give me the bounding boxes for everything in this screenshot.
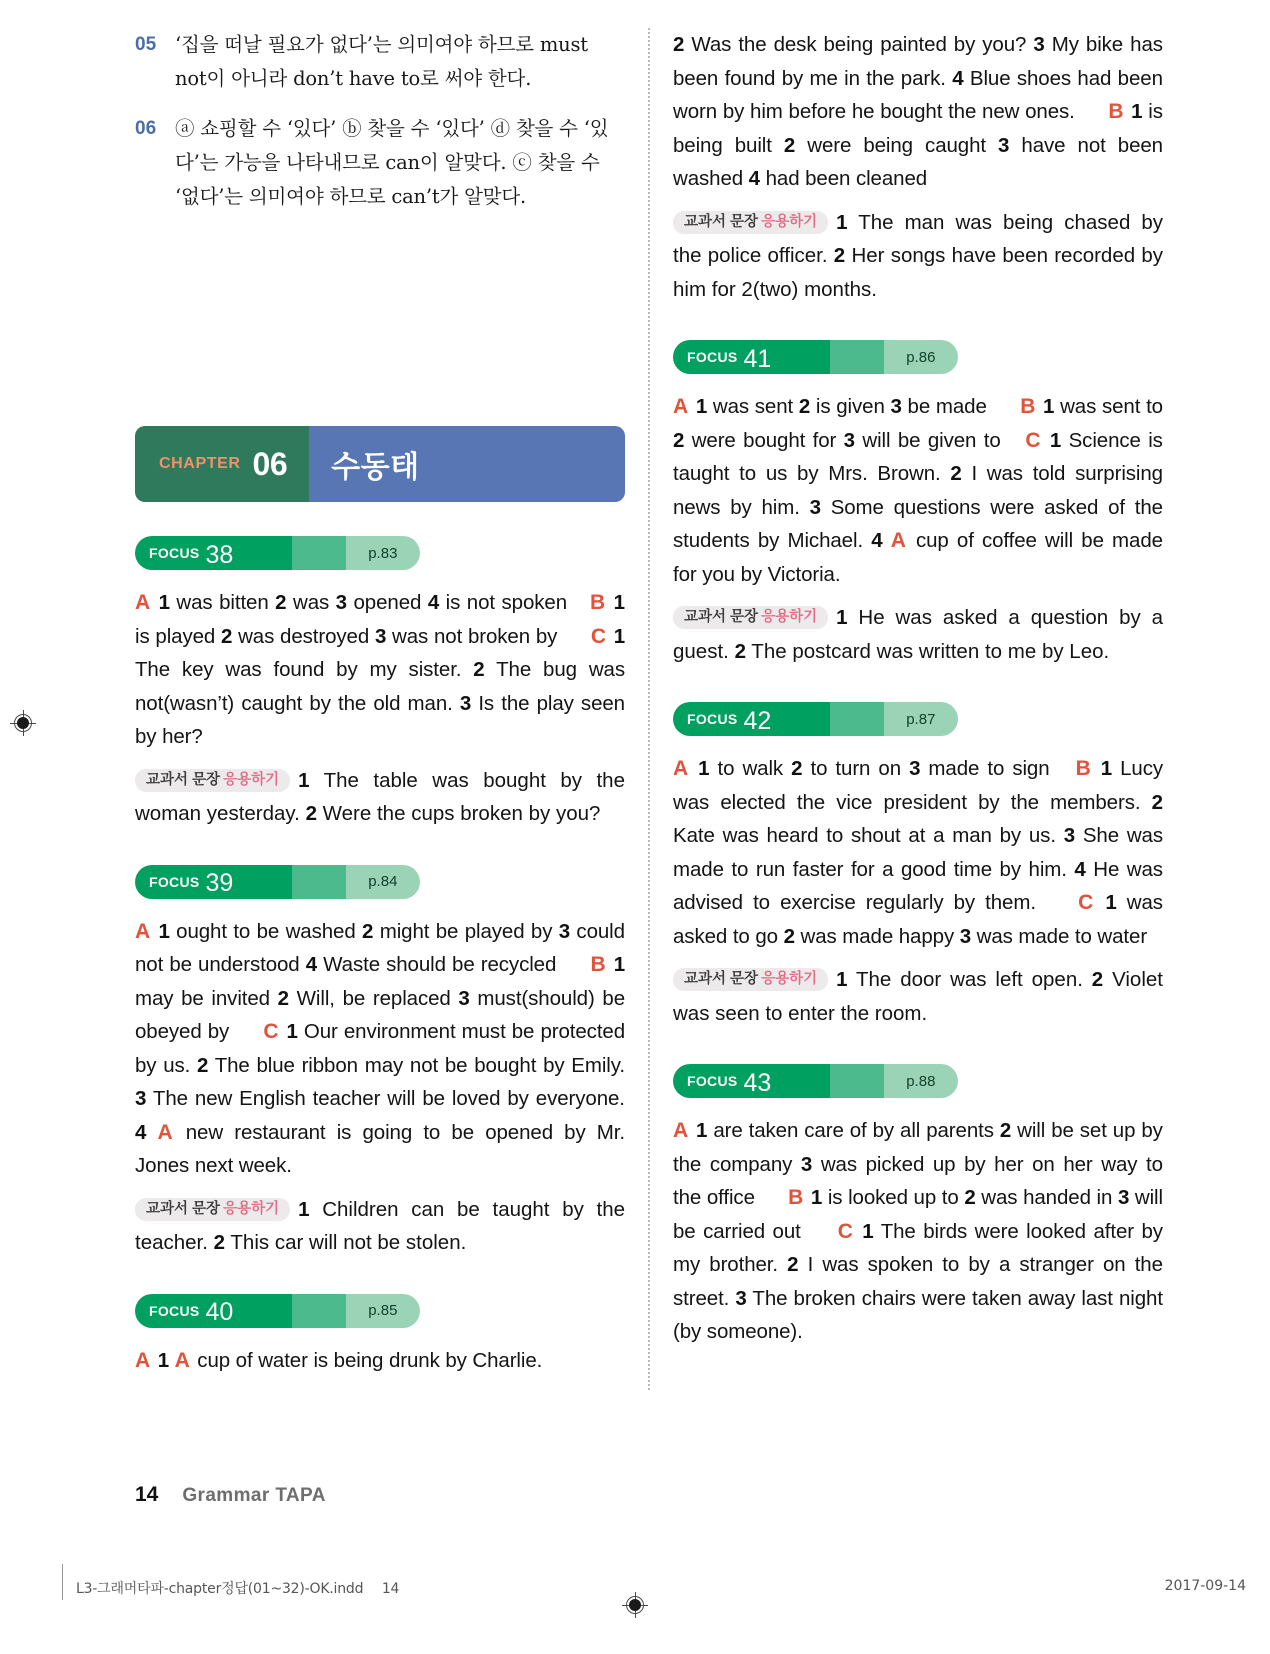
answer-block-41 (673, 390, 1163, 591)
question-number: 1 (862, 1219, 874, 1243)
question-number: 3 (909, 757, 921, 780)
focus-label: FOCUS (687, 711, 738, 727)
textbook-label-accent: 응용하기 (223, 1200, 280, 1217)
question-number: 1 (298, 768, 310, 792)
question-number: 2 (1091, 968, 1104, 991)
question-number: 1 (836, 210, 848, 234)
question-number: 1 (298, 1197, 310, 1221)
section-label: B (1108, 100, 1124, 123)
section-label: A (157, 1120, 173, 1144)
right-column (673, 28, 1163, 1357)
question-number: 3 (458, 986, 470, 1010)
question-number: 1 (613, 624, 626, 648)
section-label: C (1025, 428, 1041, 452)
focus-badge-39 (135, 865, 420, 899)
focus-page-ref: p.86 (906, 348, 936, 366)
question-number: 2 (787, 1253, 799, 1276)
focus-badge-dark-segment (135, 865, 292, 899)
focus-badge-38 (135, 536, 420, 570)
question-number: 2 (213, 1231, 226, 1254)
focus-number: 41 (743, 344, 772, 373)
question-number: 1 (1049, 428, 1062, 452)
focus-label: FOCUS (149, 545, 200, 561)
chapter-banner-left (135, 426, 309, 502)
question-number: 3 (890, 395, 902, 418)
section-label: A (135, 919, 151, 943)
answer-line-a-continued: 2 Was the desk being painted by you? 3 My bike has been found by me in the park. 4 Blue shoes had been worn by him before he bought the new ones. (673, 33, 1163, 123)
registration-mark-icon (10, 710, 36, 736)
question-number: 2 (833, 244, 846, 267)
korean-item-text: ⓐ 쇼핑할 수 ‘있다’ ⓑ 찾을 수 ‘있다’ ⓓ 찾을 수 ‘있다’는 가능을 나타내므로 can이 알맞다. ⓒ 찾을 수 ‘없다’는 의미여야 하므로 can’t가 알맞다. (175, 117, 609, 208)
section-label: B (788, 1186, 804, 1209)
textbook-label-main: 교과서 문장 (684, 609, 759, 625)
focus-number: 43 (743, 1068, 772, 1097)
focus-badge-light-segment (346, 536, 420, 570)
chapter-banner-right (309, 426, 625, 502)
textbook-label-accent: 응용하기 (223, 771, 280, 788)
question-number: 3 (1063, 824, 1076, 847)
textbook-text: 1 The man was being chased by the police officer. 2 Her songs have been recorded by him for 2(two) months. (673, 210, 1164, 301)
focus-page-ref: p.83 (368, 544, 398, 562)
question-number: 2 (275, 591, 287, 614)
textbook-block-41 (673, 601, 1163, 668)
question-number: 2 (362, 919, 374, 943)
answer-block-40 (135, 1344, 625, 1378)
question-number: 1 (157, 1348, 169, 1372)
answer-line-a: A 1 to walk 2 to turn on 3 made to sign (673, 757, 1050, 780)
focus-number: 38 (205, 540, 234, 569)
print-slug-date: 2017-09-14 (1164, 1578, 1246, 1594)
answer-line-a: A 1 are taken care of by all parents 2 will be set up by the company 3 was picked up by her on her way to the office (673, 1119, 1163, 1209)
section-label: B (590, 591, 606, 614)
question-number: 1 (696, 1119, 708, 1142)
question-number: 2 (783, 924, 795, 948)
question-number: 4 (952, 66, 964, 90)
focus-badge-dark-segment (135, 1294, 292, 1328)
page-footer (135, 1483, 326, 1507)
answer-line-b: B 1 may be invited 2 Will, be replaced 3 must(should) be obeyed by (135, 953, 626, 1043)
answer-line-b: B 1 Lucy was elected the vice president by the members. 2 Kate was heard to shout at a man by us. 3 She was made to run faster for a good time by him. 4 He was advised to exercise regularly by them. (673, 757, 1164, 914)
question-number: 2 (197, 1053, 209, 1077)
focus-number: 39 (205, 869, 234, 897)
focus-badge-mid-segment (830, 340, 884, 374)
textbook-pill (673, 606, 828, 629)
textbook-label-accent: 응용하기 (761, 213, 818, 230)
section-label: A (135, 591, 151, 614)
focus-page-ref: p.87 (906, 710, 936, 728)
focus-badge-mid-segment (292, 536, 346, 570)
answer-line-a: A 1 was sent 2 is given 3 be made (673, 395, 987, 418)
question-number: 3 (998, 133, 1010, 157)
answer-block-43 (673, 1114, 1163, 1349)
answer-line-c: C 1 The birds were looked after by my brother. 2 I was spoken to by a stranger on the street. 3 The broken chairs were taken away last night (by someone). (673, 1219, 1163, 1343)
registration-mark-icon (622, 1592, 648, 1618)
textbook-label-main: 교과서 문장 (146, 1200, 221, 1217)
answer-line-b: B 1 is being built 2 were being caught 3 have not been washed 4 had been cleaned (673, 100, 1163, 190)
question-number: 1 (1105, 891, 1117, 914)
question-number: 2 (673, 33, 685, 56)
focus-badge-42 (673, 702, 958, 736)
question-number: 3 (959, 924, 972, 948)
focus-label: FOCUS (687, 349, 738, 365)
textbook-label-accent: 응용하기 (761, 609, 818, 625)
section-label: A (673, 1119, 689, 1142)
question-number: 4 (135, 1120, 147, 1144)
answer-line-b: B 1 is looked up to 2 was handed in 3 will be carried out (673, 1186, 1163, 1243)
question-number: 1 (810, 1186, 823, 1209)
answer-line-a: A 1 A cup of water is being drunk by Charlie. (135, 1348, 543, 1372)
answer-block-38 (135, 586, 625, 754)
question-number: 2 (1151, 790, 1163, 814)
answer-block-42 (673, 752, 1163, 953)
question-number: 2 (798, 395, 811, 418)
question-number: 3 (800, 1152, 813, 1176)
section-label: A (890, 529, 906, 552)
answer-line-a: A 1 ought to be washed 2 might be played by 3 could not be understood 4 Waste should be recycled (135, 919, 625, 976)
question-number: 1 (698, 757, 710, 780)
korean-explanation-item (135, 112, 625, 214)
section-label: B (1075, 757, 1091, 780)
focus-number: 40 (205, 1298, 234, 1326)
focus-label: FOCUS (687, 1073, 738, 1089)
answer-block-39 (135, 915, 625, 1183)
korean-item-text: ‘집을 떠날 필요가 없다’는 의미여야 하므로 must not이 아니라 don’t have to로 써야 한다. (175, 33, 588, 90)
focus-badge-mid-segment (292, 1294, 346, 1328)
section-label: A (673, 395, 689, 418)
left-column (135, 28, 625, 1385)
answer-line-c: C 1 The key was found by my sister. 2 The bug was not(wasn’t) caught by the old man. 3 Is the play seen by her? (135, 624, 626, 748)
question-number: 3 (374, 624, 387, 648)
focus-label: FOCUS (149, 873, 200, 890)
question-number: 4 (305, 953, 318, 976)
chapter-word-label: CHAPTER (159, 455, 241, 472)
focus-badge-dark-segment (673, 1064, 830, 1098)
question-number: 2 (783, 133, 796, 157)
focus-page-ref: p.88 (906, 1072, 936, 1090)
chapter-title: 수동태 (331, 451, 420, 484)
focus-badge-43 (673, 1064, 958, 1098)
question-number: 3 (459, 691, 472, 715)
section-label: B (590, 953, 606, 976)
section-label: C (837, 1219, 853, 1243)
question-number: 2 (220, 624, 233, 648)
answer-block-40-continued (673, 28, 1163, 196)
focus-badge-dark-segment (673, 340, 830, 374)
textbook-label-main: 교과서 문장 (684, 213, 759, 230)
textbook-block-38 (135, 764, 625, 831)
question-number: 2 (734, 639, 746, 663)
section-label: A (135, 1348, 151, 1372)
focus-badge-41 (673, 340, 958, 374)
book-title: Grammar TAPA (182, 1485, 326, 1506)
slug-rule (62, 1564, 63, 1600)
textbook-text: 1 He was asked a question by a guest. 2 The postcard was written to me by Leo. (673, 606, 1164, 663)
textbook-block-39 (135, 1193, 625, 1260)
page-number: 14 (135, 1483, 159, 1506)
chapter-banner (135, 426, 625, 502)
slug-page: 14 (381, 1581, 400, 1597)
question-number: 1 (1043, 395, 1055, 418)
focus-badge-light-segment (884, 1064, 958, 1098)
question-number: 2 (950, 462, 962, 485)
textbook-pill (135, 1198, 290, 1221)
question-number: 3 (735, 1286, 747, 1310)
section-label: A (174, 1348, 190, 1372)
textbook-text: 1 The table was bought by the woman yesterday. 2 Were the cups broken by you? (135, 768, 625, 825)
focus-badge-mid-segment (292, 865, 346, 899)
focus-badge-light-segment (884, 702, 958, 736)
answer-line-a: A 1 was bitten 2 was 3 opened 4 is not spoken (135, 591, 568, 614)
focus-badge-light-segment (346, 865, 420, 899)
question-number: 3 (1033, 33, 1045, 56)
question-number: 1 (158, 591, 170, 614)
question-number: 3 (558, 919, 571, 943)
answer-line-b: B 1 was sent to 2 were bought for 3 will be given to (673, 395, 1163, 452)
answer-line-b: B 1 is played 2 was destroyed 3 was not broken by (135, 591, 625, 648)
answer-line-c: C 1 Science is taught to us by Mrs. Brown. 2 I was told surprising news by him. 3 Some questions were asked of the students by Michael. 4 A cup of coffee will be made for you by Victoria. (673, 428, 1163, 586)
question-number: 3 (335, 591, 347, 614)
question-number: 4 (1074, 857, 1086, 881)
focus-badge-mid-segment (830, 702, 884, 736)
focus-badge-light-segment (884, 340, 958, 374)
focus-label: FOCUS (149, 1302, 200, 1319)
chapter-number: 06 (252, 446, 288, 482)
question-number: 1 (695, 395, 708, 418)
focus-badge-40 (135, 1294, 420, 1328)
question-number: 4 (871, 529, 883, 552)
textbook-text: 1 Children can be taught by the teacher. 2 This car will not be stolen. (135, 1197, 626, 1254)
question-number: 4 (748, 167, 760, 190)
question-number: 3 (135, 1087, 147, 1110)
section-label: C (590, 624, 606, 648)
focus-badge-dark-segment (135, 536, 292, 570)
question-number: 1 (836, 968, 848, 991)
textbook-label-main: 교과서 문장 (684, 971, 759, 987)
korean-explanation-item (135, 28, 625, 96)
textbook-block-42 (673, 963, 1163, 1030)
textbook-label-main: 교과서 문장 (146, 771, 221, 788)
question-number: 2 (305, 802, 317, 825)
print-slug-left (76, 1578, 399, 1598)
textbook-pill (673, 211, 828, 234)
section-label: B (1020, 395, 1036, 418)
question-number: 2 (277, 986, 289, 1010)
question-number: 2 (999, 1119, 1012, 1142)
section-label: C (1078, 891, 1094, 914)
textbook-pill (673, 968, 828, 991)
textbook-label-accent: 응용하기 (761, 971, 818, 987)
question-number: 2 (473, 658, 485, 681)
column-divider (648, 28, 650, 1390)
korean-item-number: 06 (135, 118, 157, 139)
focus-page-ref: p.85 (368, 1302, 398, 1319)
question-number: 2 (964, 1186, 976, 1209)
question-number: 3 (809, 495, 821, 519)
question-number: 3 (843, 428, 855, 452)
section-label: A (673, 757, 689, 780)
question-number: 1 (286, 1020, 298, 1043)
question-number: 4 (427, 591, 440, 614)
focus-number: 42 (743, 706, 772, 735)
focus-badge-light-segment (346, 1294, 420, 1328)
textbook-block-40 (673, 206, 1163, 307)
question-number: 2 (791, 757, 803, 780)
answer-line-c: C 1 was asked to go 2 was made happy 3 was made to water (673, 891, 1163, 948)
focus-badge-mid-segment (830, 1064, 884, 1098)
answer-line-c: C 1 Our environment must be protected by us. 2 The blue ribbon may not be bought by Emily. 3 The new English teacher will be loved by everyone. 4 A new restaurant is going to be opened by Mr. Jones next week. (135, 1020, 626, 1177)
question-number: 1 (1131, 100, 1143, 123)
question-number: 2 (673, 428, 685, 452)
korean-item-number: 05 (135, 34, 157, 55)
slug-filename: L3-그래머타파-chapter정답(01~32)-OK.indd (76, 1581, 364, 1597)
question-number: 1 (158, 919, 170, 943)
focus-page-ref: p.84 (368, 873, 398, 890)
textbook-text: 1 The door was left open. 2 Violet was seen to enter the room. (673, 968, 1163, 1025)
question-number: 1 (836, 606, 848, 629)
focus-badge-dark-segment (673, 702, 830, 736)
question-number: 1 (1100, 757, 1113, 780)
question-number: 3 (1117, 1186, 1130, 1209)
question-number: 1 (613, 591, 625, 614)
textbook-pill (135, 769, 290, 792)
question-number: 1 (613, 953, 626, 976)
section-label: C (263, 1020, 279, 1043)
